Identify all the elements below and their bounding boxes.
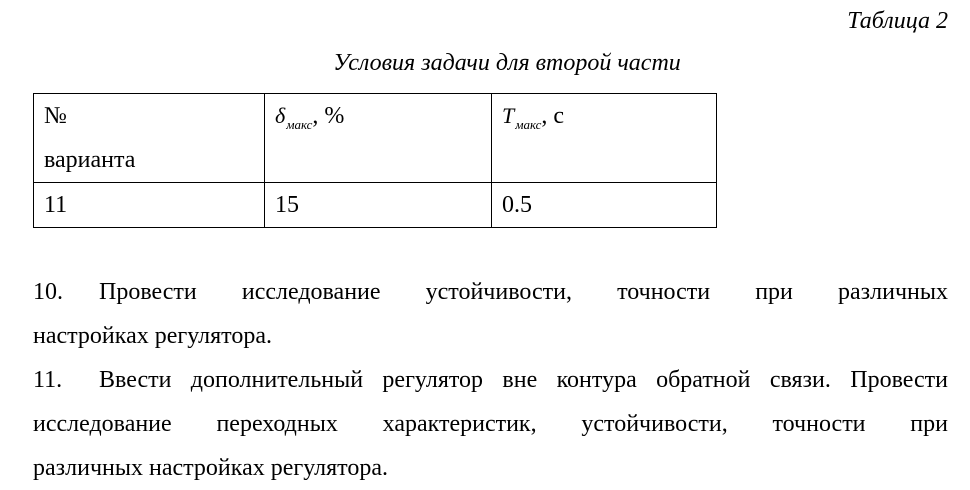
conditions-table xyxy=(33,93,717,228)
paragraph-10-line1 xyxy=(33,270,948,314)
table-row xyxy=(34,183,717,228)
t-unit: , с xyxy=(541,103,565,129)
paragraph-11-text1: Ввести дополнительный регулятор вне контура обратной связи. Провести xyxy=(99,367,948,393)
paragraph-11-line2: исследование переходных характеристик, устойчивости, точности при xyxy=(33,411,948,437)
paragraph-11-number: 11. xyxy=(33,367,63,393)
delta-subscript: макс xyxy=(286,117,313,132)
delta-unit: , % xyxy=(312,103,345,129)
paragraph-10 xyxy=(33,270,948,358)
header-delta-max xyxy=(265,94,492,183)
t-symbol: T xyxy=(502,103,515,128)
table-number-label: Таблица 2 xyxy=(847,8,948,34)
header-t-max xyxy=(492,94,717,183)
delta-symbol: δ xyxy=(275,103,286,128)
table-caption: Условия задачи для второй части xyxy=(333,50,681,76)
paragraph-10-line2: настройках регулятора. xyxy=(33,323,273,349)
cell-t: 0.5 xyxy=(492,183,717,228)
cell-variant: 11 xyxy=(34,183,265,228)
paragraph-11 xyxy=(33,358,948,490)
cell-delta: 15 xyxy=(265,183,492,228)
t-subscript: макс xyxy=(515,117,542,132)
paragraph-11-line1 xyxy=(33,358,948,402)
header-variant-number xyxy=(34,94,265,183)
header-variant-line2: варианта xyxy=(44,147,136,173)
table-header-row xyxy=(34,94,717,183)
paragraph-10-number: 10. xyxy=(33,279,63,305)
paragraph-10-text1: Провести исследование устойчивости, точности при различных xyxy=(99,279,948,305)
paragraph-11-line3: различных настройках регулятора. xyxy=(33,455,388,481)
header-variant-line1: № xyxy=(44,103,67,129)
